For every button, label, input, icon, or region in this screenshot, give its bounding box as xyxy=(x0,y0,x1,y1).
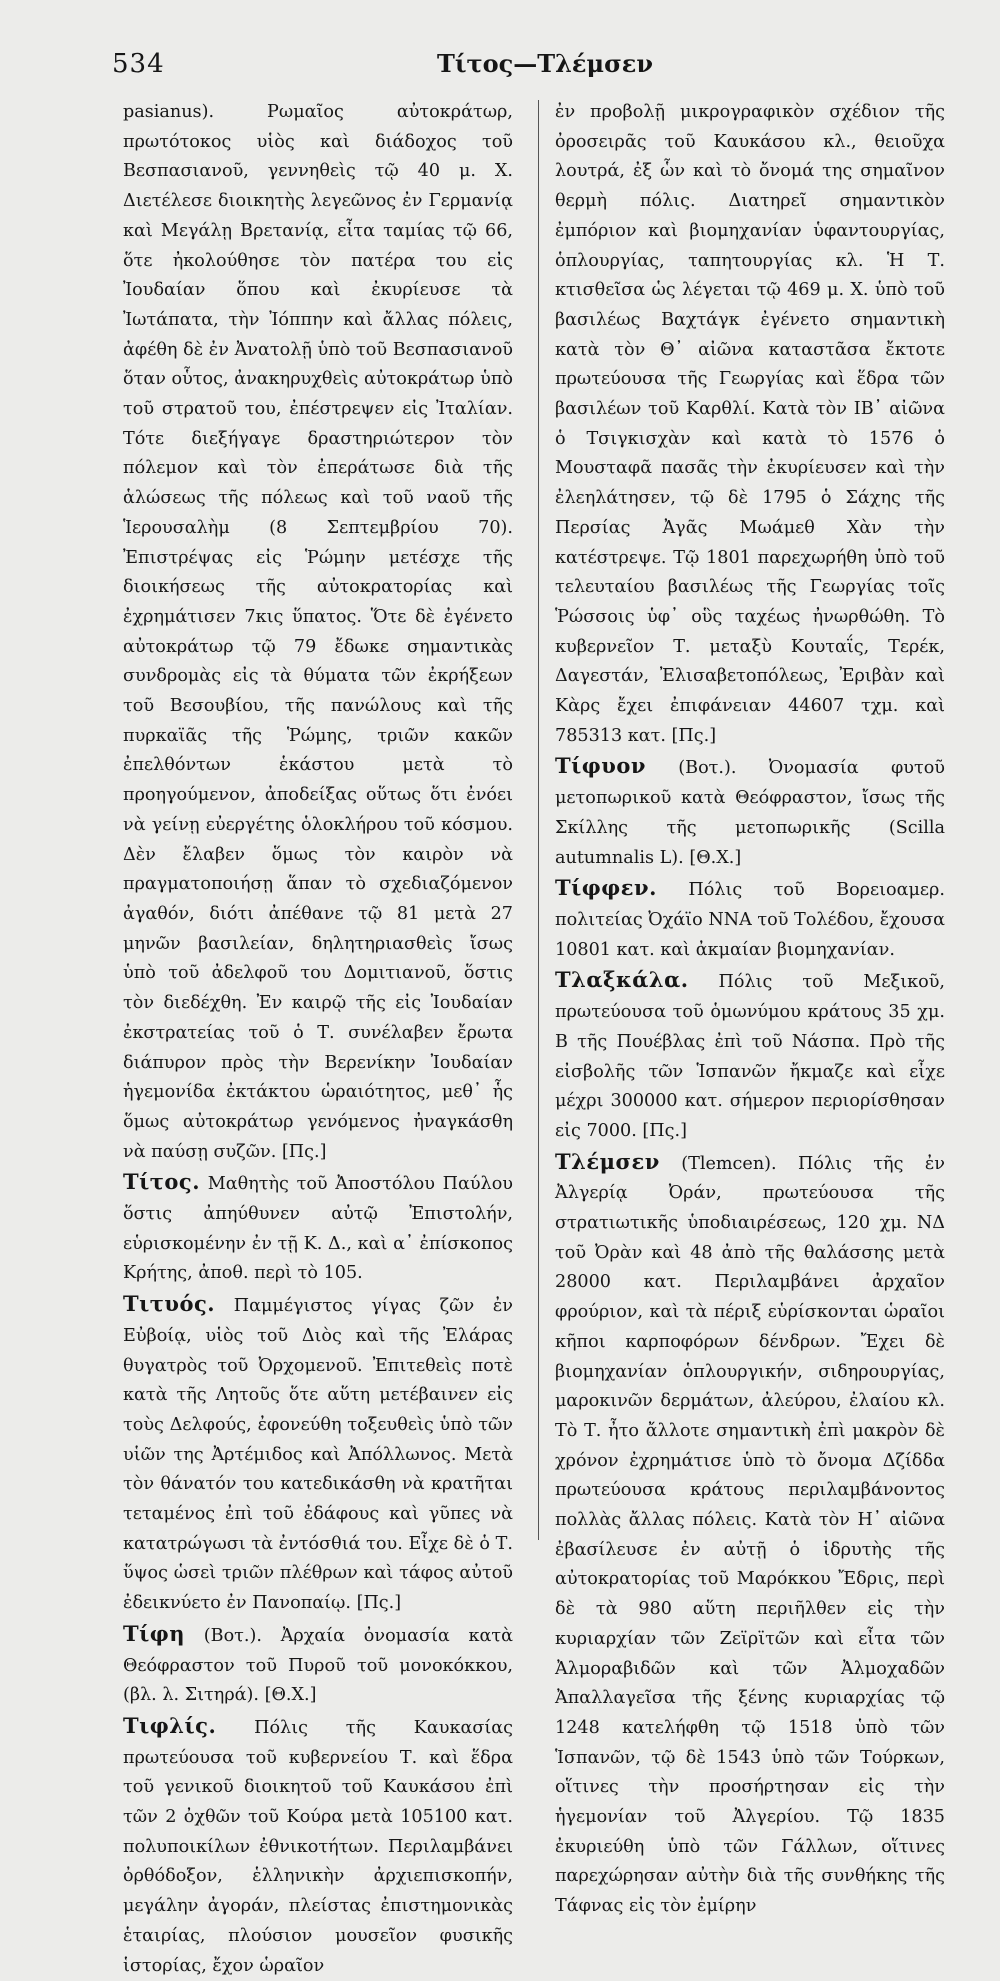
entry-text: Πόλις τῆς Καυκασίας πρωτεύουσα τοῦ κυβερνείου Τ. καὶ ἕδρα τοῦ γενικοῦ διοικητοῦ τοῦ Καυκάσου ἐπὶ τῶν 2 ὀχθῶν τοῦ Κούρα μετὰ 105100 κατ. πολυποικίλων ἐθνικοτήτων. Περιλαμβάνει ὀρθόδοξον, ἑλληνικὴν ἀρχιεπισκοπήν, μεγάλην ἀγοράν, πλείστας ἐπιστημονικὰς ἑταιρίας, πλούσιον μουσεῖον φυσικῆς ἱστορίας, ἔχον ὡραῖον xyxy=(123,1717,513,1976)
entry-text: (Tlemcen). Πόλις τῆς ἐν Ἀλγερίᾳ Ὀράν, πρωτεύουσα τῆς στρατιωτικῆς ὑποδιαιρέσεως, 120 χμ. ΝΔ τοῦ Ὀρὰν καὶ 48 ἀπὸ τῆς θαλάσσης μετὰ 28000 κατ. Περιλαμβάνει ἀρχαῖον φρούριον, καὶ τὰ πέριξ εὑρίσκονται ὡραῖοι κῆποι καρποφόρων δένδρων. Ἔχει δὲ βιομηχανίαν ὁπλουργικήν, σιδηρουργίας, μαροκινῶν δερμάτων, ἀλεύρου, ἐλαίου κλ. Τὸ Τ. ἦτο ἄλλοτε σημαντικὴ ἐπὶ μακρὸν δὲ χρόνον ἐχρημάτισε ὑπὸ τὸ ὄνομα Δζίδδα πρωτεύουσα κράτους περιλαμβάνοντος πολλὰς ἄλλας πόλεις. Κατὰ τὸν Η᾽ αἰῶνα ἐβασίλευσε ἐν αὐτῇ ὁ ἱδρυτὴς τῆς αὐτοκρατορίας τοῦ Μαρόκκου Ἔδρις, περὶ δὲ τὰ 980 αὕτη περιῆλθεν εἰς τὴν κυριαρχίαν τῶν Ζεϊρϊτῶν καὶ εἶτα τῶν Ἀλμοραβιδῶν καὶ τῶν Ἀλμοχαδῶν Ἀπαλλαγεῖσα τῆς ξένης κυριαρχίας τῷ 1248 κατελήφθη τῷ 1518 ὑπὸ τῶν Ἱσπανῶν, τῷ δὲ 1543 ὑπὸ τῶν Τούρκων, οἵτινες τὴν προσήρτησαν εἰς τὴν ἡγεμονίαν τοῦ Ἀλγερίου. Τῷ 1835 ἐκυριεύθη ὑπὸ τῶν Γάλλων, οἵτινες παρεχώρησαν αὐτὴν διὰ τῆς συνθήκης τῆς Τάφνας εἰς τὸν ἐμίρην xyxy=(555,1153,945,1917)
entry-text: Παμμέγιστος γίγας ζῶν ἐν Εὐβοίᾳ, υἱὸς τοῦ Διὸς καὶ τῆς Ἐλάρας θυγατρὸς τοῦ Ὀρχομενοῦ. Ἐπιτεθεὶς ποτὲ κατὰ τῆς Λητοῦς ὅτε αὕτη μετέβαινεν εἰς τοὺς Δελφούς, ἐφονεύθη τοξευθεὶς ὑπὸ τῶν υἱῶν της Ἀρτέμιδος καὶ Ἀπόλλωνος. Μετὰ τὸν θάνατόν του κατεδικάσθη νὰ κρατῆται τεταμένος ἐπὶ τοῦ ἐδάφους καὶ γῦπες νὰ κατατρώγωσι τὰ ἐντόσθιά του. Εἶχε δὲ ὁ Τ. ὕψος ὡσεὶ τριῶν πλέθρων καὶ τάφος αὐτοῦ ἐδεικνύετο ἐν Πανοπαίῳ. [Πς.] xyxy=(123,1296,513,1614)
entry-text: Μαθητὴς τοῦ Ἀποστόλου Παύλου ὅστις ἀπηύθυνεν αὐτῷ Ἐπιστολήν, εὑρισκομένην ἐν τῇ Κ. Δ., καὶ α᾽ ἐπίσκοπος Κρήτης, ἀποθ. περὶ τὸ 105. xyxy=(123,1174,513,1284)
entry-headword: Τίτος. xyxy=(123,1169,201,1195)
column-divider xyxy=(538,100,539,1540)
entry-headword: Τίφυον xyxy=(555,753,646,779)
entry-headword: Τίφφεν. xyxy=(555,875,657,901)
entry xyxy=(555,873,945,965)
entry-text: (Βοτ.). Ὀνομασία φυτοῦ μετοπωρικοῦ κατὰ Θεόφραστον, ἴσως τῆς Σκίλλης τῆς μετοπωρικῆς (Scilla autumnalis L). [Θ.Χ.] xyxy=(555,758,945,868)
entry xyxy=(555,95,945,751)
left-column xyxy=(123,95,513,1981)
right-column xyxy=(555,95,945,1922)
entry-headword: Τλέμσεν xyxy=(555,1148,660,1174)
entry-headword: Τιτυός. xyxy=(123,1291,216,1317)
entry-text: (Βοτ.). Ἀρχαία ὀνομασία κατὰ Θεόφραστον τοῦ Πυροῦ τοῦ μονοκόκκου, (βλ. λ. Σιτηρά). [Θ.Χ.] xyxy=(123,1625,513,1706)
running-head: Τίτος—Τλέμσεν xyxy=(436,49,654,78)
entry-headword: Τιφλίς. xyxy=(123,1712,217,1738)
entry-text: ἐν προβολῇ μικρογραφικὸν σχέδιον τῆς ὀροσειρᾶς τοῦ Καυκάσου κλ., θειοῦχα λουτρά, ἐξ ὧν καὶ τὸ ὄνομά της σημαῖνον θερμὴ πόλις. Διατηρεῖ σημαντικὸν ἐμπόριον καὶ βιομηχανίαν ὑφαντουργίας, ὁπλουργίας, ταπητουργίας κλ. Ἡ Τ. κτισθεῖσα ὡς λέγεται τῷ 469 μ. Χ. ὑπὸ τοῦ βασιλέως Βαχτάγκ ἐγένετο σημαντικὴ κατὰ τὸν Θ᾽ αἰῶνα καταστᾶσα ἔκτοτε πρωτεύουσα τῆς Γεωργίας καὶ ἕδρα τῶν βασιλέων τοῦ Καρθλί. Κατὰ τὸν ΙΒ᾽ αἰῶνα ὁ Τσιγκισχὰν καὶ κατὰ τὸ 1576 ὁ Μουσταφᾶ πασᾶς τὴν ἐκυρίευσεν καὶ τὴν ἐλεηλάτησεν, τῷ δὲ 1795 ὁ Σάχης τῆς Περσίας Ἀγᾶς Μωάμεθ Χὰν τὴν κατέστρεψε. Τῷ 1801 παρεχωρήθη ὑπὸ τοῦ τελευταίου βασιλέως τῆς Γεωργίας τοῖς Ῥώσσοις ὑφ᾽ οὓς ταχέως ἠνωρθώθη. Τὸ κυβερνεῖον Τ. μεταξὺ Κουταΐς, Τερέκ, Δαγεστάν, Ἐλισαβετοπόλεως, Ἐριβὰν καὶ Κὰρς ἔχει ἐπιφάνειαν 44607 τχμ. καὶ 785313 κατ. [Πς.] xyxy=(555,102,945,746)
page-header xyxy=(0,45,1000,85)
entry xyxy=(123,95,513,1167)
entry xyxy=(555,965,945,1146)
entry xyxy=(555,1147,945,1922)
entry-headword: Τλαξκάλα. xyxy=(555,967,689,993)
entry xyxy=(123,1711,513,1981)
entry xyxy=(123,1619,513,1711)
entry xyxy=(123,1167,513,1289)
entry-text: Πόλις τοῦ Μεξικοῦ, πρωτεύουσα τοῦ ὁμωνύμου κράτους 35 χμ. Β τῆς Πουέβλας ἐπὶ τοῦ Νάσπα. Πρὸ τῆς εἰσβολῆς τῶν Ἱσπανῶν ἤκμαζε καὶ εἶχε μέχρι 300000 κατ. σήμερον περιορίσθησαν εἰς 7000. [Πς.] xyxy=(555,972,945,1141)
page-number: 534 xyxy=(112,49,165,79)
entry xyxy=(555,751,945,873)
entry xyxy=(123,1289,513,1619)
entry-headword: Τίφη xyxy=(123,1620,186,1646)
entry-text: pasianus). Ρωμαῖος αὐτοκράτωρ, πρωτότοκος υἱὸς καὶ διάδοχος τοῦ Βεσπασιανοῦ, γεννηθεὶς τῷ 40 μ. Χ. Διετέλεσε διοικητὴς λεγεῶνος ἐν Γερμανίᾳ καὶ Μεγάλῃ Βρετανίᾳ, εἶτα ταμίας τῷ 66, ὅτε ἠκολούθησε τὸν πατέρα του εἰς Ἰουδαίαν ὅπου καὶ ἐκυρίευσε τὰ Ἰωτάπατα, τὴν Ἰόππην καὶ ἄλλας πόλεις, ἀφέθη δὲ ἐν Ἀνατολῇ ὑπὸ τοῦ Βεσπασιανοῦ ὅταν οὗτος, ἀνακηρυχθεὶς αὐτοκράτωρ ὑπὸ τοῦ στρατοῦ του, ἐπέστρεψεν εἰς Ἰταλίαν. Τότε διεξήγαγε δραστηριώτερον τὸν πόλεμον καὶ τὸν ἐπεράτωσε διὰ τῆς ἁλώσεως τῆς πόλεως καὶ τοῦ ναοῦ τῆς Ἱερουσαλὴμ (8 Σεπτεμβρίου 70). Ἐπιστρέψας εἰς Ῥώμην μετέσχε τῆς διοικήσεως τῆς αὐτοκρατορίας καὶ ἐχρημάτισεν 7κις ὕπατος. Ὅτε δὲ ἐγένετο αὐτοκράτωρ τῷ 79 ἔδωκε σημαντικὰς συνδρομὰς εἰς τὰ θύματα τῶν ἐκρήξεων τοῦ Βεσουβίου, τῆς πανώλους καὶ τῆς πυρκαϊᾶς τῆς Ῥώμης, τριῶν κακῶν ἐπελθόντων ἑκάστου μετὰ τὸ προηγούμενον, ἀποδείξας οὕτως ὅτι ἐνόει νὰ γείνῃ εὐεργέτης ὁλοκλήρου τοῦ κόσμου. Δὲν ἔλαβεν ὅμως τὸν καιρὸν νὰ πραγματοποιήσῃ ἅπαν τὸ σχεδιαζόμενον ἀγαθόν, διότι ἀπέθανε τῷ 81 μετὰ 27 μηνῶν βασιλείαν, δηλητηριασθεὶς ἴσως ὑπὸ τοῦ ἀδελφοῦ του Δομιτιανοῦ, ὅστις τὸν διεδέχθη. Ἐν καιρῷ τῆς εἰς Ἰουδαίαν ἐκστρατείας τοῦ ὁ Τ. συνέλαβεν ἔρωτα διάπυρον πρὸς τὴν Βερενίκην Ἰουδαίαν ἡγεμονίδα ἐκτάκτου ὡραιότητος, μεθ᾽ ἧς ὅμως αὐτοκράτωρ γενόμενος ἠναγκάσθη νὰ παύσῃ συζῶν. [Πς.] xyxy=(123,102,513,1162)
entry-text: Πόλις τοῦ Βορειοαμερ. πολιτείας Ὀχάϊο ΝΝΑ τοῦ Τολέδου, ἔχουσα 10801 κατ. καὶ ἀκμαίαν βιομηχανίαν. xyxy=(555,880,945,960)
